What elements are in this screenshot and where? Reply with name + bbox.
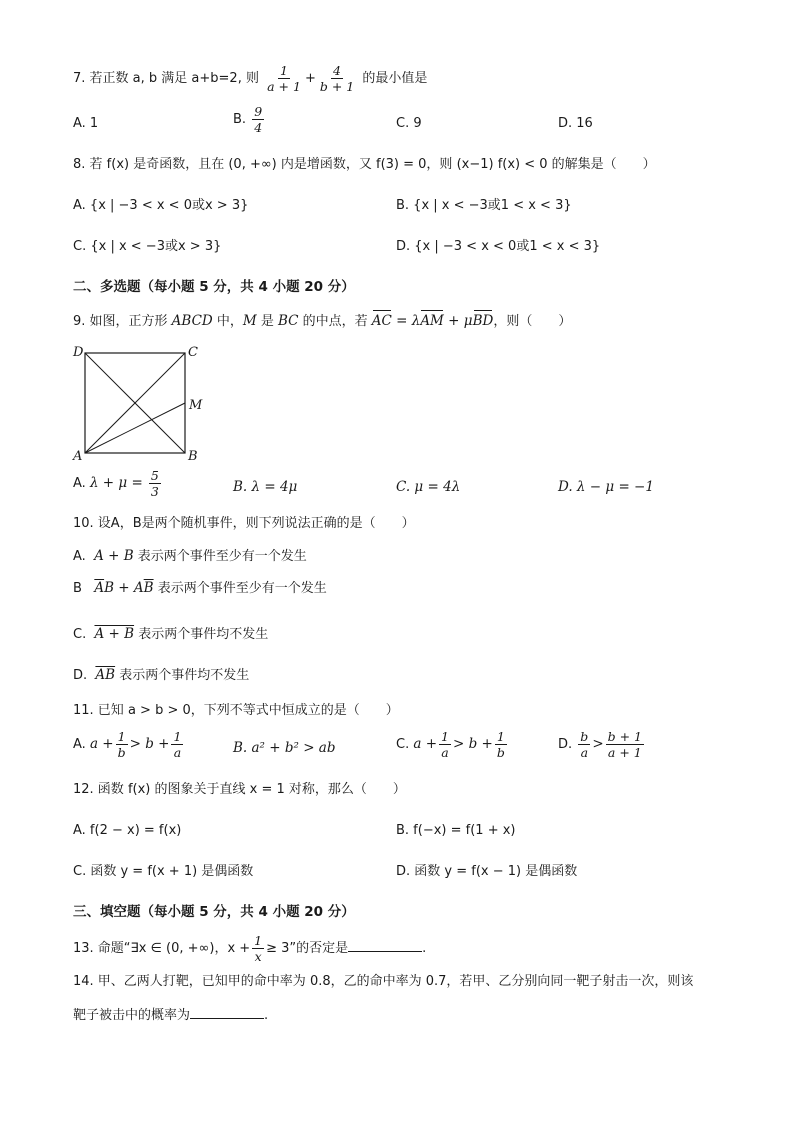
q9-stem-d: 的中点，若 xyxy=(298,314,372,329)
q11-option-d-f1-num: b xyxy=(580,729,589,744)
vertex-label-d: D xyxy=(73,345,84,360)
vertex-label-a: A xyxy=(73,449,83,464)
q11-option-a-label: A. xyxy=(73,737,86,752)
q11-option-a-f2-num: 1 xyxy=(173,729,182,744)
q10-option-d xyxy=(73,666,249,685)
q14-line2 xyxy=(73,1005,268,1025)
q10-option-a-label: A. xyxy=(73,549,86,564)
q8-option-d: D. {x | −3 < x < 0或1 < x < 3} xyxy=(396,239,601,254)
q8-option-b: B. {x | x < −3或1 < x < 3} xyxy=(396,198,572,213)
q9-option-a-num: 5 xyxy=(150,468,159,483)
q8-option-a: A. {x | −3 < x < 0或x > 3} xyxy=(73,198,249,213)
q13-stem-b: ≥ 3”的否定是 xyxy=(266,941,349,956)
q14-line2-text: 靶子被击中的概率为 xyxy=(73,1008,191,1023)
q9-option-b: B. λ = 4μ xyxy=(233,479,298,495)
q9-stem xyxy=(73,312,571,331)
q9-option-c: C. μ = 4λ xyxy=(396,479,461,495)
q12-option-c: C. 函数 y = f(x + 1) 是偶函数 xyxy=(73,864,254,879)
q9-vector-bd: BD xyxy=(472,313,494,329)
q12-option-a: A. f(2 − x) = f(x) xyxy=(73,823,182,838)
q11-option-a-mid: > b + xyxy=(129,736,170,752)
q9-segment-bc: BC xyxy=(277,313,299,329)
q7-option-c: C. 9 xyxy=(396,116,422,131)
q9-option-d: D. λ − μ = −1 xyxy=(558,479,654,495)
q7-frac1 xyxy=(265,63,303,94)
q12-option-d: D. 函数 y = f(x − 1) 是偶函数 xyxy=(396,864,578,879)
section-multiple-choice-title: 二、多选题（每小题 5 分，共 4 小题 20 分） xyxy=(73,279,355,295)
q7-option-d: D. 16 xyxy=(558,116,593,131)
q10-option-c-text: 表示两个事件均不发生 xyxy=(138,627,269,642)
q11-option-c-label: C. xyxy=(396,737,410,752)
q9-equals-lambda: = λ xyxy=(391,313,421,329)
q7-stem xyxy=(73,63,427,94)
q11-option-d xyxy=(558,729,646,760)
q9-stem-b: 中， xyxy=(212,314,243,329)
q9-option-a-den: 3 xyxy=(150,484,159,499)
q11-option-d-mid: > xyxy=(592,736,604,752)
segment-am xyxy=(85,403,185,453)
vertex-label-m: M xyxy=(189,398,203,413)
q7-option-b-label: B. xyxy=(233,112,247,127)
q11-option-a xyxy=(73,729,185,760)
q12-option-b: B. f(−x) = f(1 + x) xyxy=(396,823,516,838)
vertex-label-b: B xyxy=(188,449,198,464)
q10-option-d-label: D. xyxy=(73,668,88,683)
q9-option-a-expr: λ + μ = xyxy=(89,475,143,491)
q9-vector-am: AM xyxy=(420,313,444,329)
q7-frac1-num: 1 xyxy=(280,63,288,78)
q9-stem-a: 9. 如图，正方形 xyxy=(73,314,172,329)
q10-option-a-expr: A + B xyxy=(94,548,134,564)
q8-option-c: C. {x | x < −3或x > 3} xyxy=(73,239,222,254)
q9-plus-mu: + μ xyxy=(443,313,473,329)
q11-option-a-f1-den: b xyxy=(117,745,126,760)
q11-option-a-f1-num: 1 xyxy=(117,729,126,744)
q7-frac2-num: 4 xyxy=(333,63,341,78)
q11-stem: 11. 已知 a > b > 0，下列不等式中恒成立的是（ ） xyxy=(73,703,399,718)
q7-option-b xyxy=(233,104,266,135)
q10-option-b-text: 表示两个事件至少有一个发生 xyxy=(157,581,327,596)
q7-stem-end: 的最小值是 xyxy=(362,71,428,86)
q7-option-a: A. 1 xyxy=(73,116,99,131)
q10-option-b xyxy=(73,579,327,598)
q13-frac-num: 1 xyxy=(254,933,263,948)
q11-option-a-pre: a + xyxy=(89,736,114,752)
q11-option-c-pre: a + xyxy=(413,736,438,752)
q9-option-a-frac xyxy=(149,468,161,499)
q9-option-a-label: A. xyxy=(73,476,86,491)
q10-option-b-mid: B + A xyxy=(104,580,144,596)
q7-frac2 xyxy=(318,63,356,94)
q10-option-a xyxy=(73,547,307,566)
q11-option-d-f2-num: b + 1 xyxy=(607,729,642,744)
q9-stem-e: ，则（ ） xyxy=(493,314,572,329)
q13-stem xyxy=(73,933,426,964)
q8-stem: 8. 若 f(x) 是奇函数，且在 (0, +∞) 内是增函数，又 f(3) = 0，则 (x−1) f(x) < 0 的解集是（ ） xyxy=(73,157,656,172)
q7-option-b-num: 9 xyxy=(254,104,263,119)
q13-answer-blank[interactable] xyxy=(348,938,422,952)
q10-option-b-b-bar: $\overline{B}$ xyxy=(143,580,154,596)
q10-option-c xyxy=(73,625,268,644)
q14-line1: 14. 甲、乙两人打靶，已知甲的命中率为 0.8，乙的命中率为 0.7，若甲、乙分别向同一靶子射击一次，则该 xyxy=(73,974,694,989)
q10-option-c-expr: A + B xyxy=(94,626,135,642)
q14-answer-blank[interactable] xyxy=(190,1005,264,1019)
q13-stem-end: . xyxy=(422,941,427,956)
q10-option-a-text: 表示两个事件至少有一个发生 xyxy=(137,549,307,564)
q10-stem: 10. 设A，B是两个随机事件，则下列说法正确的是（ ） xyxy=(73,516,415,531)
q11-option-c-mid: > b + xyxy=(452,736,493,752)
vertex-label-c: C xyxy=(188,345,198,360)
q7-option-b-den: 4 xyxy=(254,120,263,135)
q13-frac-den: x xyxy=(254,949,262,964)
q13-stem-a: 13. 命题“∃x ∈ (0, +∞)，x + xyxy=(73,941,251,956)
q9-square-name: ABCD xyxy=(171,313,213,329)
q7-frac1-den: a + 1 xyxy=(267,79,301,94)
section-fill-blank-title: 三、填空题（每小题 5 分，共 4 小题 20 分） xyxy=(73,904,355,920)
q11-option-c xyxy=(396,729,509,760)
q10-option-b-a-bar: $\overline{A}$ xyxy=(94,580,105,596)
q7-option-b-frac xyxy=(252,104,264,135)
q11-option-d-label: D. xyxy=(558,737,573,752)
q11-option-c-f1-num: 1 xyxy=(441,729,449,744)
q9-square-figure xyxy=(70,343,210,465)
q9-stem-c: 是 xyxy=(256,314,278,329)
q7-plus: + xyxy=(304,71,316,86)
q11-option-c-f2-den: b xyxy=(496,745,505,760)
q7-frac2-den: b + 1 xyxy=(319,79,355,94)
q11-option-d-f2-den: a + 1 xyxy=(607,745,642,760)
q11-option-c-f2-num: 1 xyxy=(496,729,505,744)
q11-option-a-f2-den: a xyxy=(173,745,182,760)
q7-stem-text: 7. 若正数 a, b 满足 a+b=2, 则 xyxy=(73,71,259,86)
q9-vector-ac: AC xyxy=(371,313,392,329)
q10-option-c-label: C. xyxy=(73,627,87,642)
q10-option-d-text: 表示两个事件均不发生 xyxy=(119,668,250,683)
q10-option-b-label: B xyxy=(73,581,82,596)
q10-option-d-expr: $\overline{AB}$ xyxy=(95,667,116,683)
q11-option-b: B. a² + b² > ab xyxy=(233,740,336,756)
q12-stem: 12. 函数 f(x) 的图象关于直线 x = 1 对称，那么（ ） xyxy=(73,782,406,797)
q13-frac xyxy=(252,933,264,964)
q14-line2-end: . xyxy=(264,1008,269,1023)
q9-point-m: M xyxy=(242,313,257,329)
q11-option-c-f1-den: a xyxy=(441,745,449,760)
q11-option-d-f1-den: a xyxy=(580,745,589,760)
q9-option-a xyxy=(73,468,163,499)
